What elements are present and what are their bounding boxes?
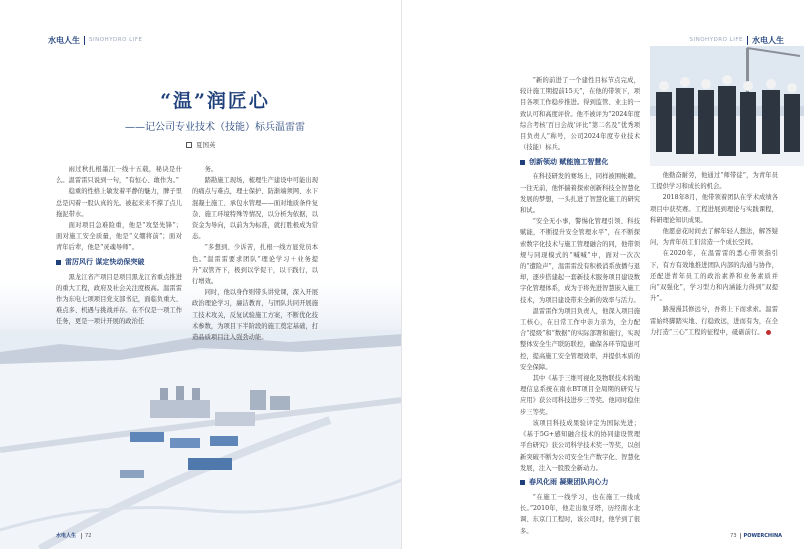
left-column-1 xyxy=(56,164,182,328)
section-square-icon xyxy=(520,480,525,485)
left-column-2 xyxy=(192,164,318,343)
paragraph: 在2020年，在温雷雷的悉心带领指引下，有方有效地推进团队内部的沟通与协作，还配进青年员工的政治素养和业务素质并向“双强化”，学习型力和内涵能力得到“双提升”。 xyxy=(650,250,778,303)
paragraph: 务。 xyxy=(204,166,218,173)
section-square-icon xyxy=(56,260,61,265)
paragraph: 雨过秋扎根墨江一线十五载，秘诀是什么。温雷雷只说到一句，“有恒心、敢作为。” xyxy=(56,166,182,185)
paragraph xyxy=(650,304,778,338)
header-divider xyxy=(84,36,85,45)
left-header-name: 水电人生 xyxy=(48,35,80,45)
paragraph: 在科技研发的赛场上，同样被围帐赖。一往无前，他怀揣着探索创新科技全智慧化发展的梦想，一头扎进了智慧化施工的研究和试。 xyxy=(520,173,640,215)
author-byline xyxy=(186,140,216,149)
author-box-icon xyxy=(186,142,192,148)
right-footer xyxy=(730,533,784,539)
article-title: “温”润匠心 xyxy=(160,90,270,112)
left-header-en: SINOHYDRO LIFE xyxy=(89,37,143,43)
paragraph: “在施工一线学习，也在施工一线成长。”2010年，他走出象牙塔，历经南水北调、东京门工程时，该公司时，他学到了很多。 xyxy=(520,493,640,535)
paragraph: “新的前进了一个建性目标节点完成，较计施工期提前15天”，在他的带领下，项目各项工作稳步推进。得到监管、业主的一致认可和高度评价。他不被评为“2024年度综合考核‘百日会战’评比”第二名及“优秀项目负责人”称号，公司2024年度专业技术（技能）标兵。 xyxy=(520,77,640,152)
section-heading-1 xyxy=(56,256,182,270)
left-footer xyxy=(56,532,91,539)
right-column-2 xyxy=(650,170,778,338)
closing-text: 路漫漫其修远兮，吾将上下而求索。温雷雷始终脚踏实地、行稳致远，进而有为，在全力打造“三心”工程的征程中，砥砺前行。 xyxy=(650,306,778,336)
paragraph: 2018年8月，他带领着团队在学术成绩各项目中获奖赛。工程进展到理论与实践课程，科研理论知识成果。 xyxy=(650,194,778,224)
paragraph: 稳重的性格上敏发着平静的魅力，脾子里总是闪着一股认真的光。被起来来不撑了点儿拖泥带水。 xyxy=(56,188,182,218)
paragraph: “多想到、少诉苦，扎根一线方显党员本色。”温雷雷要求团队“理论学习＋业务提升”双管齐下，极到以学促干，以干践行，以行增效。 xyxy=(192,244,318,286)
right-page xyxy=(402,0,804,549)
paragraph: 他愿意花时间去了解年轻人想法，解答疑问，为青年员工们营造一个成长空间。 xyxy=(650,228,778,247)
snow-construction-photo xyxy=(0,330,402,549)
right-page-number: 73 xyxy=(730,533,737,539)
paragraph: 他勤奋耐劳，他通过“师带徒”，为青年员工提供学习和成长的机会。 xyxy=(650,172,778,191)
paragraph: 踏勘施工现场，梳理生产建设中可能出现的痛点与难点，理士保护、防渐端须网、水下混凝土施工、承包水管理——面对地质条件复杂、施工环境特殊等情况，以分析为依据，以资金为导向，以前为为标准，就打胜极成为常态。 xyxy=(192,177,318,241)
article-subtitle: ——记公司专业技术（技能）标兵温雷雷 xyxy=(125,122,305,133)
author-name: 夏国英 xyxy=(196,141,216,149)
section-heading-text: 创新领动 赋能施工智慧化 xyxy=(529,157,609,166)
paragraph: 该项目科技成果验评定为国际先进；《基于5G+感知融合技术的协同建设管理平台研究》获公司科学技术奖一等奖，以创新突破不断为公司安全生产数字化、智慧化发展，注入一股股全新动力。 xyxy=(520,419,640,472)
section-heading-3 xyxy=(520,476,640,490)
end-mark-icon xyxy=(766,330,771,335)
left-header xyxy=(48,34,143,46)
left-page-number: 72 xyxy=(85,532,92,539)
paragraph: 同时，他以身作则带头讲党课，深入开展政治理论学习，廉洁教育，与团队共同开展施工技术攻关，反复试验施工方案，不断优化技术参数，为项目下半阶段的施工奠定基础，打造品质项目注入强劲动能。 xyxy=(192,289,318,342)
header-divider xyxy=(747,36,748,45)
footer-divider xyxy=(81,533,82,539)
right-header-name: 水电人生 xyxy=(752,35,784,45)
right-footer-brand: POWERCHINA xyxy=(743,533,782,539)
paragraph: 温雷雷作为项目负责人，他深入项目施工核心，在日常工作中亲力亲为，全力配合“提级”和“数据”的实际部署和施行，实现整体安全生产联防联控，确保各环节隐患可控，提高施工安全管理效率，并提供本质的安全保障。 xyxy=(520,307,640,371)
section-square-icon xyxy=(520,160,525,165)
right-header-en: SINOHYDRO LIFE xyxy=(689,37,743,43)
paragraph: 其中《基于三维可视化及物联技术的地理信息系统在南水BT项目全周期的研究与应用》获公司科技进步三等奖。他同时稳住步三等奖。 xyxy=(520,375,640,416)
paragraph: 黑龙江省产项目是项目黑龙江省重点推进的重大工程，政府及社会关注度极高。温雷雷作为东电七项项目党支部书记，面临负重大、难点多、机遇与挑战并存。在不仅是一项工作任务，更是一项计开展的政治任 xyxy=(56,273,182,326)
right-column-1 xyxy=(520,75,640,537)
paragraph: “安全无小事，警惕化管理引领、科技赋能，不断提升安全管理水平”，在不断探索数字化技术与施工管理融合的同，他带领规与同现模式的“喊喊”中，面对一次次的“遭险声”，温雷雷没有积极消系放播与退却，逐步搭建起一套新技术服务项目建设数字化管理体系，成为于将先进智慧嵌入施工技术，为项目建设带来全新的效率与活力。 xyxy=(520,218,640,304)
right-header xyxy=(689,34,784,46)
section-heading-2 xyxy=(520,155,640,169)
team-photo xyxy=(650,46,804,166)
section-heading-text: 春风化雨 凝聚团队向心力 xyxy=(529,478,609,487)
section-heading-text: 雷厉风行 谋定快动保突破 xyxy=(65,258,145,267)
paragraph: 面对项目急难险重，他是“攻坚先锋”；面对施工安全质量，他是“义绷将前”；面对青年后辈，他是“灵魂导师”。 xyxy=(56,222,182,252)
left-footer-brand: 水电人生 xyxy=(56,533,77,539)
footer-divider xyxy=(740,533,741,539)
